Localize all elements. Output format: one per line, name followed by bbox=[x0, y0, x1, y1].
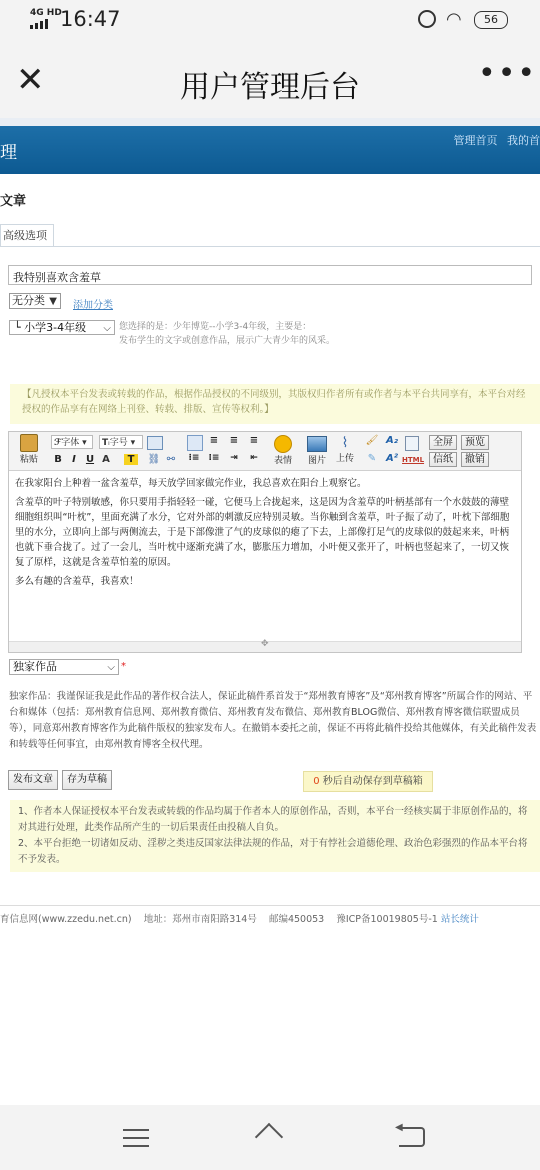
footer-site: 育信息网(www.zzedu.net.cn) bbox=[0, 914, 132, 925]
emoji-button[interactable] bbox=[271, 435, 295, 466]
bold-icon[interactable]: B bbox=[54, 454, 62, 465]
paste-button[interactable] bbox=[15, 434, 43, 465]
clipboard-icon bbox=[20, 434, 38, 452]
header-links bbox=[448, 132, 540, 148]
rule-1: 1、作者本人保证授权本平台发表或转载的作品均属于作者本人的原创作品，否则，本平台一经核实属于非原创作品的，将对其进行处理，此类作品所产生的一切后果责任由投稿人自负。 bbox=[18, 806, 528, 833]
font-family-select[interactable]: ℱ字体 ▾ bbox=[51, 435, 93, 449]
unordered-list-icon[interactable]: ⁞≡ bbox=[208, 453, 220, 463]
autosave-indicator bbox=[303, 771, 433, 792]
undo-button[interactable]: 撤销 bbox=[461, 452, 489, 467]
system-nav-bar bbox=[0, 1105, 540, 1170]
grade-hint-line-2: 发布学生的文字或创意作品，展示广大青少年的风采。 bbox=[119, 336, 336, 346]
site-header bbox=[0, 126, 540, 174]
category-select-value: 无分类 bbox=[12, 294, 45, 307]
home-icon[interactable] bbox=[255, 1125, 285, 1149]
site-footer bbox=[0, 911, 479, 925]
align-right-icon[interactable]: ≡ bbox=[229, 435, 239, 446]
highlight-icon[interactable]: T bbox=[124, 454, 138, 465]
emoji-label: 表情 bbox=[273, 456, 292, 466]
chevron-down-icon: ⌵ bbox=[103, 323, 111, 334]
battery-icon: 56 bbox=[474, 11, 508, 29]
image-label: 图片 bbox=[307, 456, 326, 466]
tab-advanced-options[interactable]: 高级选项 bbox=[0, 224, 54, 246]
posting-rules bbox=[10, 800, 540, 872]
menu-icon[interactable] bbox=[123, 1129, 149, 1147]
font-label: 字体 bbox=[61, 438, 80, 448]
alarm-icon bbox=[418, 10, 436, 28]
underline-icon[interactable]: U bbox=[85, 454, 95, 465]
site-top-strip bbox=[0, 118, 540, 126]
footer-stats-link[interactable]: 站长统计 bbox=[440, 914, 479, 925]
footer-address: 地址：郑州市南阳路314号 bbox=[143, 914, 257, 925]
preview-button[interactable]: 预览 bbox=[461, 435, 489, 450]
tab-row bbox=[0, 224, 540, 247]
upload-button[interactable] bbox=[333, 435, 357, 464]
grade-hint-line-1: 您选择的是：少年博览--小学3-4年级，主要是： bbox=[119, 322, 312, 332]
save-draft-button[interactable]: 存为草稿 bbox=[62, 770, 112, 790]
back-icon[interactable]: ◀ bbox=[399, 1127, 425, 1147]
table-icon[interactable] bbox=[147, 436, 163, 450]
license-select-value: 独家作品 bbox=[13, 660, 57, 673]
ordered-list-icon[interactable]: ⁝≡ bbox=[188, 453, 200, 463]
italic-icon[interactable]: I bbox=[72, 454, 76, 465]
editor-content[interactable] bbox=[9, 470, 521, 642]
resize-grip-icon: ✥ bbox=[261, 639, 269, 649]
footer-divider bbox=[0, 905, 540, 906]
close-icon[interactable]: ✕ bbox=[16, 60, 45, 100]
wifi-icon: ◠ bbox=[446, 9, 462, 30]
link-icon[interactable]: ⛓ bbox=[147, 454, 161, 465]
page-title: 用户管理后台 bbox=[180, 70, 360, 105]
grade-select-value: └ 小学3-4年级 bbox=[14, 321, 87, 334]
align-left-icon[interactable] bbox=[187, 435, 203, 451]
font-size-label: 字号 bbox=[109, 438, 128, 448]
autosave-text: 秒后自动保存到草稿箱 bbox=[322, 776, 423, 787]
letter-paper-button[interactable]: 信纸 bbox=[429, 452, 457, 467]
font-color-icon[interactable]: A bbox=[102, 454, 110, 465]
chevron-down-icon: ▼ bbox=[49, 296, 57, 307]
footer-icp: 豫ICP备10019805号-1 bbox=[336, 914, 438, 925]
superscript-icon[interactable]: A₂ bbox=[385, 435, 399, 446]
chevron-down-icon: ⌵ bbox=[107, 662, 115, 673]
status-bar bbox=[0, 0, 540, 44]
align-justify-icon[interactable]: ≡ bbox=[249, 435, 259, 446]
more-icon[interactable]: ••• bbox=[478, 56, 538, 91]
unlink-icon[interactable]: ⚯ bbox=[166, 454, 176, 465]
header-link-home[interactable]: 管理首页 bbox=[453, 134, 498, 147]
document-icon[interactable] bbox=[405, 436, 419, 451]
rule-2: 2、本平台拒绝一切诸如反动、淫秽之类违反国家法律法规的作品，对于有悖社会道德伦理、政治色彩强烈的作品本平台将不予发表。 bbox=[18, 838, 528, 865]
footer-postcode: 邮编450053 bbox=[268, 914, 325, 925]
indent-icon[interactable]: ⇥ bbox=[230, 453, 238, 463]
article-title-input[interactable]: 我特别喜欢含羞草 bbox=[8, 265, 532, 285]
rich-text-editor bbox=[8, 431, 522, 653]
html-source-button[interactable]: HTML bbox=[402, 456, 425, 464]
subscript-icon[interactable]: A² bbox=[385, 453, 399, 464]
category-select[interactable] bbox=[9, 293, 61, 309]
paste-label: 粘贴 bbox=[19, 455, 38, 465]
section-label: 文章 bbox=[0, 194, 27, 209]
app-nav-bar bbox=[0, 44, 540, 118]
outdent-icon[interactable]: ⇤ bbox=[250, 453, 258, 463]
add-category-link[interactable]: 添加分类 bbox=[73, 300, 113, 311]
signal-icon bbox=[30, 19, 52, 29]
upload-label: 上传 bbox=[335, 454, 354, 464]
network-indicator: 4G HD bbox=[30, 8, 62, 18]
paperclip-icon: ⌇ bbox=[341, 435, 349, 451]
fullscreen-button[interactable]: 全屏 bbox=[429, 435, 457, 450]
image-icon bbox=[307, 436, 327, 452]
header-link-mine[interactable]: 我的首 bbox=[507, 134, 540, 147]
format-brush-icon[interactable]: 🖌 bbox=[365, 435, 379, 446]
align-center-icon[interactable]: ≡ bbox=[209, 435, 219, 446]
site-header-name: 理 bbox=[0, 143, 17, 163]
image-button[interactable] bbox=[303, 435, 331, 466]
content-paragraph-3: 多么有趣的含羞草，我喜欢！ bbox=[15, 576, 139, 587]
copyright-notice: 【凡授权本平台发表或转载的作品，根据作品授权的不同级别，其版权归作者所有或作者与本平台共同享有，本平台对经授权的作品享有在网络上刊登、转载、排版、宣传等权利。】 bbox=[10, 384, 540, 424]
license-description: 独家作品：我谨保证我是此作品的著作权合法人，保证此稿件系首发于“郑州教育博客”及“郑州教育博客”所属合作的网站、平台和媒体（包括：郑州教育信息网、郑州教育微信、郑州教育发布微信、郑州教育BLOG微信、郑州教育博客微信联盟成员等），同意郑州教育博客作为此稿件版权的独家发布人。在撤销本委托之前，保证不再将此稿件投给其他媒体，有关此稿件发表和转载等任何事宜，由郑州教育博客全权代理。 bbox=[9, 691, 537, 750]
autosave-countdown: 0 bbox=[313, 776, 320, 787]
editor-toolbar bbox=[9, 432, 521, 471]
publish-button[interactable]: 发布文章 bbox=[8, 770, 58, 790]
editor-resize-handle[interactable] bbox=[9, 641, 521, 652]
grade-hint bbox=[119, 320, 335, 348]
required-mark: * bbox=[121, 661, 126, 672]
content-paragraph-2: 含羞草的叶子特别敏感，你只要用手指轻轻一碰，它便马上合拢起来，这是因为含羞草的叶柄基部有一个水鼓鼓的薄壁细胞组织叫“叶枕”，里面充满了水分，它对外部的刺激反应特别灵敏。当你触到含羞草，叶子振了动了，叶枕下部细胞里的水分，立即向上部与两侧流去，于是下部像泄了气的皮球似的瘪了下去，上部像打足气的皮球似的鼓起来来，叶柄也就下垂合拢了。过了一会儿，当叶枕中逐渐充满了水，膨胀压力增加，小叶便又张开了，叶柄也竖起来了，一切又恢复了原样，这就是含羞草怕羞的原因。 bbox=[15, 497, 510, 568]
license-select[interactable] bbox=[9, 659, 119, 675]
grade-select[interactable] bbox=[9, 320, 115, 335]
text-size-icon: T bbox=[102, 438, 109, 448]
font-icon: ℱ bbox=[54, 438, 62, 448]
clock: 16:47 bbox=[60, 7, 121, 31]
clear-format-icon[interactable]: ✎ bbox=[367, 453, 377, 464]
content-paragraph-1: 在我家阳台上种着一盆含羞草，每天放学回家做完作业，我总喜欢在阳台上观察它。 bbox=[15, 478, 367, 489]
smiley-icon bbox=[274, 435, 292, 453]
font-size-select[interactable]: Tᵢ字号 ▾ bbox=[99, 435, 143, 449]
